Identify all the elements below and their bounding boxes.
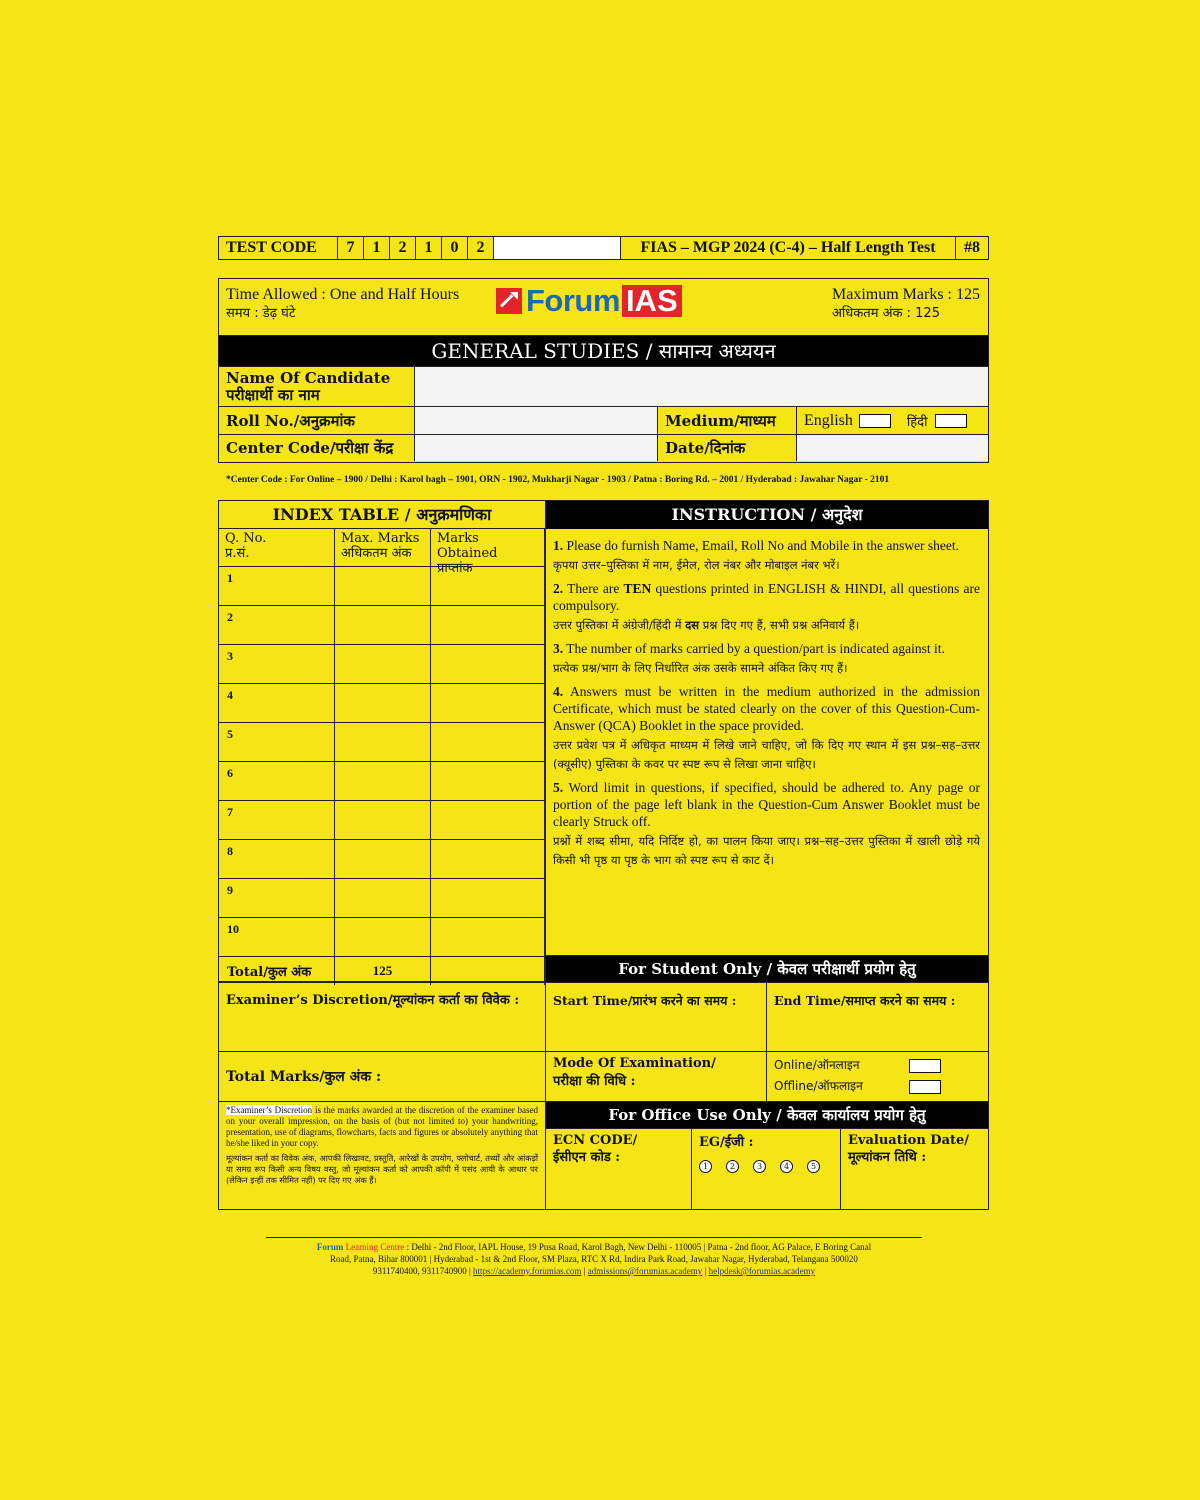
test-code-digit: 7 (338, 237, 364, 259)
instruction-bold-text: दस (685, 618, 700, 632)
note-en-highlight: *Examiner’s Discretion (226, 1105, 313, 1115)
mode-of-exam-label-en: Mode Of Examination/ (553, 1056, 716, 1071)
max-marks-cell[interactable] (335, 762, 431, 800)
footer-website-link[interactable]: https://academy.forumias.com (473, 1266, 582, 1276)
instruction-number: 5. (553, 780, 564, 795)
question-number: 1 (219, 567, 335, 605)
maximum-marks-en: Maximum Marks : 125 (832, 286, 980, 303)
time-allowed (226, 285, 459, 323)
question-number: 10 (219, 918, 335, 956)
instruction-4-hi: उत्तर प्रवेश पत्र में अधिकृत माध्यम में लिखे जाने चाहिए, जो कि दिए गए स्थान में इस प्रश्न–सह–उत्तर (क्यूसीए) पुस्तिका के कवर पर स्पष्ट रूप से लिखा जाना चाहिए। (553, 738, 980, 771)
time-allowed-en: Time Allowed : One and Half Hours (226, 286, 460, 303)
candidate-name-field[interactable] (415, 367, 988, 406)
col-marks-obtained-header (431, 529, 545, 576)
instruction-number: 2. (553, 581, 564, 596)
question-number: 8 (219, 840, 335, 878)
col-marks-obtained-en: Marks Obtained (437, 531, 498, 561)
mode-online-checkbox[interactable] (909, 1059, 941, 1073)
instructions-panel (545, 500, 989, 982)
mode-offline-checkbox[interactable] (909, 1080, 941, 1094)
test-code-digit: 0 (442, 237, 468, 259)
forumias-logo (496, 285, 682, 317)
table-row (219, 762, 545, 801)
max-marks-cell[interactable] (335, 801, 431, 839)
table-row (219, 918, 545, 957)
eg-option[interactable]: 3 (753, 1160, 766, 1173)
instruction-5-en (553, 779, 980, 830)
instruction-text: प्रश्न दिए गए हैं, सभी प्रश्न अनिवार्य हैं। (699, 618, 860, 632)
col-max-marks-hi: अधिकतम अंक (341, 546, 412, 561)
total-value: 125 (335, 957, 431, 985)
max-marks-cell[interactable] (335, 645, 431, 683)
question-number: 9 (219, 879, 335, 917)
note-hi: मूल्यांकन कर्ता का विवेक अंक, आपकी लिखावट, प्रस्तुति, आरेखों के उपयोग, फ्लोचार्ट, तथ्यों और आंकड़ों या समग्र रूप किसी अन्य विषय वस्तु, जो मूल्यांकन कर्ता को आपकी कॉपी में पसंद आयी के आधार पर (लेकिन इन्हीं तक सीमित नहीं) पर दिए गए अंक हैं। (226, 1153, 538, 1185)
instruction-bold-text: TEN (623, 581, 652, 596)
mode-online-label: Online/ऑनलाइन (774, 1058, 860, 1072)
candidate-name-label-en: Name Of Candidate (226, 368, 391, 387)
index-table-header (219, 529, 545, 576)
test-code-digit: 1 (364, 237, 390, 259)
medium-english-label: English (804, 411, 853, 429)
marks-obtained-cell[interactable] (431, 918, 545, 956)
instructions-title: INSTRUCTION / अनुदेश (546, 501, 988, 529)
footer-address-line1: : Delhi - 2nd Floor, IAPL House, 19 Pusa Road, Karol Bagh, New Delhi - 110005 | Patna - 2nd floor, AG Palace, E Boring Canal (406, 1242, 872, 1252)
marks-obtained-cell[interactable] (431, 840, 545, 878)
instruction-1-hi: कृपया उत्तर–पुस्तिका में नाम, ईमेल, रोल नंबर और मोबाइल नंबर भरें। (553, 558, 840, 572)
start-time-box[interactable] (545, 982, 767, 1052)
maximum-marks-hi: अधिकतम अंक : 125 (832, 306, 940, 321)
col-marks-obtained-hi: प्राप्तांक (437, 561, 473, 576)
question-number: 2 (219, 606, 335, 644)
instruction-number: 3. (553, 641, 564, 656)
footer-admissions-email-link[interactable]: admissions@forumias.academy (587, 1266, 703, 1276)
instruction-number: 1. (553, 538, 564, 553)
max-marks-cell[interactable] (335, 840, 431, 878)
col-qno-en: Q. No. (225, 531, 267, 546)
table-row (219, 645, 545, 684)
end-time-box[interactable] (766, 982, 989, 1052)
instruction-text: There are (567, 581, 624, 596)
ecn-code-box[interactable] (545, 1128, 692, 1210)
logo-forum-text: Forum (526, 283, 620, 318)
max-marks-cell[interactable] (335, 723, 431, 761)
evaluation-date-label-en: Evaluation Date/ (848, 1133, 970, 1148)
test-code-bar (218, 236, 989, 260)
mode-of-exam-label-hi: परीक्षा की विधि : (553, 1074, 636, 1089)
total-obtained-cell[interactable] (431, 957, 545, 985)
maximum-marks (832, 285, 980, 323)
total-label: Total/कुल अंक (219, 957, 335, 985)
table-row (219, 606, 545, 645)
question-number: 7 (219, 801, 335, 839)
index-table-title: INDEX TABLE / अनुक्रमणिका (219, 501, 545, 529)
footer-phones: 9311740400, 9311740900 (372, 1266, 467, 1276)
instruction-4-en (553, 683, 980, 734)
instruction-text: Please do furnish Name, Email, Roll No and Mobile in the answer sheet. (566, 538, 960, 553)
table-row (219, 879, 545, 918)
eg-option[interactable]: 5 (807, 1160, 820, 1173)
medium-hindi-checkbox[interactable] (935, 414, 967, 428)
marks-obtained-cell[interactable] (431, 762, 545, 800)
test-code-label: TEST CODE (219, 237, 338, 259)
instruction-text: Answers must be written in the medium authorized in the admission Certificate, which must be stated clearly on the cover of this Question-Cum-Answer (QCA) Booklet in the space provided. (553, 684, 980, 733)
col-max-marks-header (335, 529, 431, 566)
index-table (218, 500, 545, 982)
table-row (219, 723, 545, 762)
footer-address-line2: Road, Patna, Bihar 800001 | Hyderabad - 1st & 2nd Floor, SM Plaza, RTC X Rd, Indira Park Road, Jawahar Nagar, Hyderabad, Telangana 500020 (330, 1254, 858, 1264)
time-allowed-hi: समय : डेढ़ घंटे (226, 306, 296, 321)
eg-options (692, 1154, 834, 1173)
marks-obtained-cell[interactable] (431, 684, 545, 722)
footer-helpdesk-email-link[interactable]: helpdesk@forumias.academy (708, 1266, 816, 1276)
evaluation-date-label-hi: मूल्यांकन तिथि : (848, 1150, 927, 1165)
center-code-note: *Center Code : For Online – 1900 / Delhi : Karol bagh – 1901, ORN - 1902, Mukharji Nagar - 1903 / Patna : Boring Rd. – 2001 / Hyderabad : Jawahar Nagar - 2101 (226, 475, 890, 485)
instruction-5-hi: प्रश्नों में शब्द सीमा, यदि निर्दिष्ट हो, का पालन किया जाए। प्रश्न–सह–उत्तर पुस्तिका में खाली छोड़े गये किसी भी पृष्ठ या पृष्ठ के भाग को स्पष्ट रूप से काट दें। (553, 834, 980, 867)
test-code-digit: 2 (390, 237, 416, 259)
eg-option[interactable]: 1 (699, 1160, 712, 1173)
footer-brand-forum: Forum (316, 1242, 344, 1252)
roll-number-label: Roll No./अनुक्रमांक (219, 407, 415, 434)
max-marks-cell[interactable] (335, 879, 431, 917)
date-field[interactable] (797, 435, 988, 461)
test-code-digit: 2 (468, 237, 494, 259)
marks-obtained-cell[interactable] (431, 606, 545, 644)
question-number: 4 (219, 684, 335, 722)
max-marks-cell[interactable] (335, 606, 431, 644)
mode-of-exam-box (545, 1051, 767, 1102)
roll-number-field[interactable] (415, 407, 658, 434)
test-number: #8 (964, 239, 980, 256)
instruction-text: Word limit in questions, if specified, should be adhered to. Any page or portion of the page left blank in the Question-Cum Answer Booklet must be clearly Struck off. (553, 780, 980, 829)
question-number: 5 (219, 723, 335, 761)
instruction-3-en (553, 640, 980, 657)
candidate-name-label (219, 367, 415, 406)
col-qno-hi: प्र.सं. (225, 546, 250, 561)
mode-options-box (766, 1051, 989, 1102)
ecn-code-label-en: ECN CODE/ (553, 1133, 638, 1148)
instruction-text: questions printed in ENGLISH & HINDI, all questions are compulsory. (553, 581, 980, 613)
medium-english-checkbox[interactable] (859, 414, 891, 428)
max-marks-cell[interactable] (335, 567, 431, 605)
logo-ias-text: IAS (622, 285, 682, 317)
marks-obtained-cell[interactable] (431, 801, 545, 839)
instruction-2-hi (553, 616, 980, 635)
medium-options (797, 407, 988, 434)
center-code-field[interactable] (415, 435, 658, 461)
footer: Forum Learning Centre : Delhi - 2nd Floor, IAPL House, 19 Pusa Road, Karol Bagh, New Delhi - 110005 | Patna - 2nd floor, AG Palace, E Boring Canal Road, Patna, Bihar 800001 | Hyderabad - 1st & 2nd Floor, SM Plaza, RTC X Rd, Indira Park Road, Jawahar Nagar, Hyderabad, Telangana 500020 9311740400, 9311740900 | https://academy.forumias.com | admissions@forumias.academy | helpdesk@forumias.academy (266, 1237, 922, 1277)
eg-option[interactable]: 2 (726, 1160, 739, 1173)
marks-obtained-cell[interactable] (431, 879, 545, 917)
student-only-bar: For Student Only / केवल परीक्षार्थी प्रयोग हेतु (545, 955, 989, 983)
examiner-discretion-box[interactable] (218, 982, 545, 1052)
instruction-3-hi: प्रत्येक प्रश्न/भाग के लिए निर्धारित अंक उसके सामने अंकित किए गए हैं। (553, 661, 848, 675)
question-number: 6 (219, 762, 335, 800)
table-row (219, 840, 545, 879)
test-code-digit: 1 (416, 237, 442, 259)
table-row (219, 801, 545, 840)
examiner-discretion-label: Examiner’s Discretion/मूल्यांकन कर्ता का विवेक : (226, 993, 520, 1008)
test-code-blank-field[interactable] (494, 237, 621, 259)
end-time-label: End Time/समाप्त करने का समय : (774, 993, 956, 1008)
note-en-text: is the marks awarded at the discretion of the examiner based on your overall impression, on the basis of (but not limited to) your handwriting, presentation, use of diagrams, flowcharts, facts and figures or absolutely anything that he/she liked in your copy. (226, 1105, 539, 1148)
max-marks-cell[interactable] (335, 918, 431, 956)
instruction-text: The number of marks carried by a question/part is indicated against it. (566, 641, 945, 656)
candidate-name-label-hi: परीक्षार्थी का नाम (226, 385, 320, 404)
col-qno-header (219, 529, 335, 566)
max-marks-cell[interactable] (335, 684, 431, 722)
table-row (219, 684, 545, 723)
instruction-number: 4. (553, 684, 564, 699)
eg-label: EG/ईजी : (699, 1135, 754, 1150)
instruction-1-en (553, 537, 980, 554)
header-block (218, 278, 989, 463)
eg-option[interactable]: 4 (780, 1160, 793, 1173)
marks-obtained-cell[interactable] (431, 723, 545, 761)
subject-title: GENERAL STUDIES / सामान्य अध्ययन (219, 336, 988, 366)
instruction-2-en (553, 580, 980, 614)
index-total-row (219, 957, 545, 985)
date-label: Date/दिनांक (658, 435, 797, 461)
medium-label: Medium/माध्यम (658, 407, 797, 434)
medium-hindi-label: हिंदी (906, 414, 928, 430)
question-number: 3 (219, 645, 335, 683)
ecn-code-label-hi: ईसीएन कोड : (553, 1150, 621, 1165)
evaluation-date-box[interactable] (840, 1128, 989, 1210)
mode-offline-label: Offline/ऑफलाइन (774, 1079, 863, 1093)
marks-obtained-cell[interactable] (431, 567, 545, 605)
col-max-marks-en: Max. Marks (341, 531, 420, 546)
footer-brand-centre: Learning Centre (343, 1242, 405, 1252)
instruction-text: उत्तर पुस्तिका में अंग्रेजी/हिंदी में (553, 618, 686, 632)
office-only-bar: For Office Use Only / केवल कार्यालय प्रयोग हेतु (545, 1101, 989, 1129)
start-time-label: Start Time/प्रारंभ करने का समय : (553, 993, 737, 1008)
table-row (219, 567, 545, 606)
logo-arrow-icon (496, 288, 522, 314)
examiner-discretion-note (218, 1101, 545, 1210)
total-marks-label: Total Marks/कुल अंक : (226, 1069, 382, 1085)
note-en (226, 1105, 538, 1149)
center-code-label: Center Code/परीक्षा केंद्र (219, 435, 415, 461)
eg-box (691, 1128, 841, 1210)
test-name: FIAS – MGP 2024 (C-4) – Half Length Test (621, 237, 956, 259)
marks-obtained-cell[interactable] (431, 645, 545, 683)
total-marks-box[interactable] (218, 1051, 545, 1102)
